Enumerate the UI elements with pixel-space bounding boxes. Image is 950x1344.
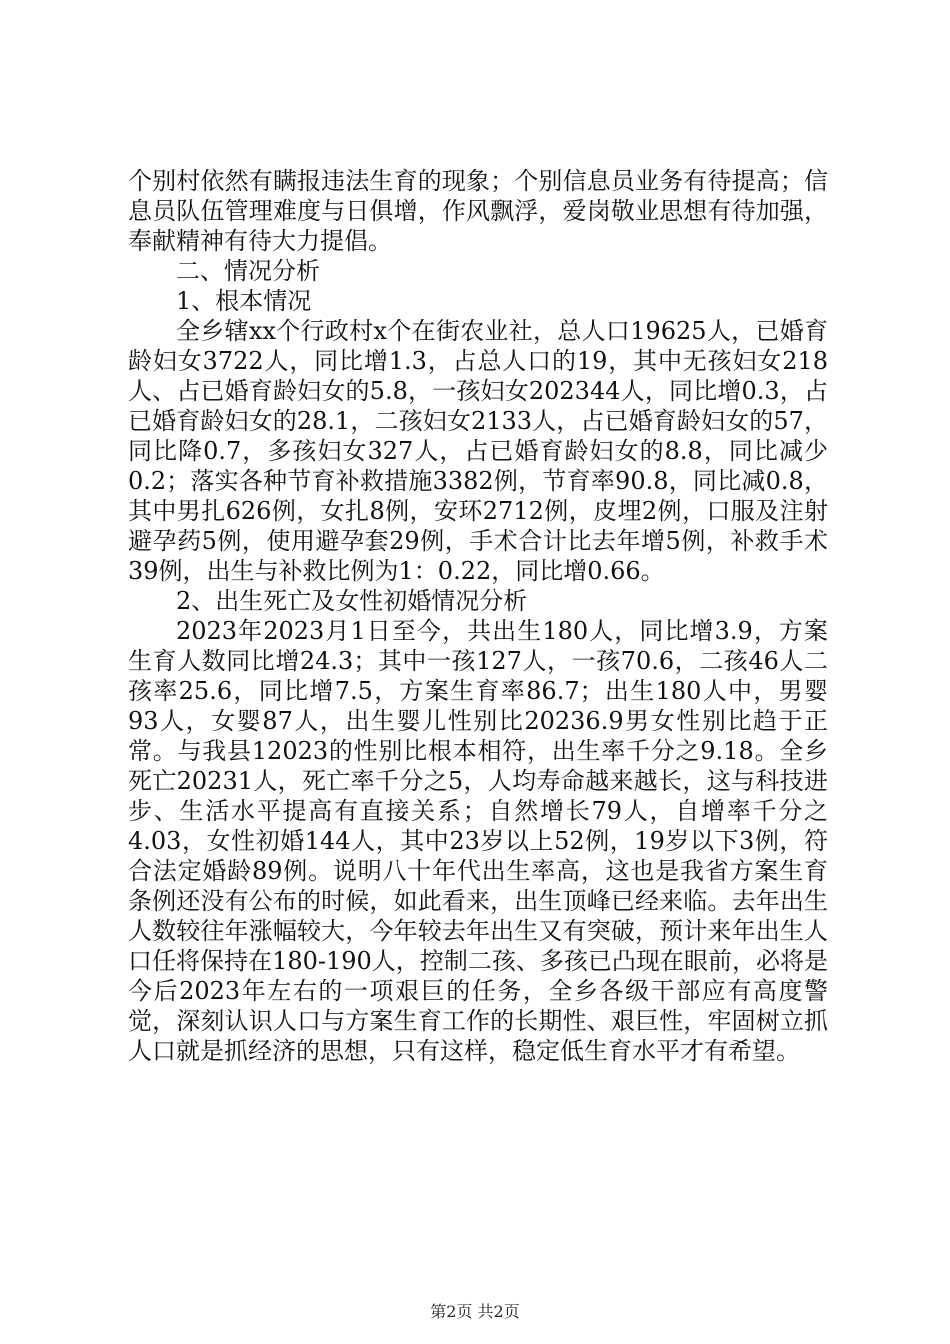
subsection-heading-basic: 1、根本情况	[176, 287, 312, 315]
subsection-heading-birth-death: 2、出生死亡及女性初婚情况分析	[176, 587, 528, 615]
page-number-footer: 第2页 共2页	[430, 1302, 520, 1321]
section-heading-analysis: 二、情况分析	[176, 257, 320, 285]
paragraph-birth-death-analysis: 2023年2023月1日至今，共出生180人，同比增3.9，方案生育人数同比增24.3；其中一孩127人，一孩70.6，二孩46人二孩率25.6，同比增7.5，方案生育率86.7；出生180人中，男婴93人，女婴87人，出生婴儿性别比20236.9男女性别比趋于正常。与我县12023的性别比根本相符，出生率千分之9.18。全乡死亡20231人，死亡率千分之5，人均寿命越来越长，这与科技进步、生活水平提高有直接关系；自然增长79人，自增率千分之4.03，女性初婚144人，其中23岁以上52例，19岁以下3例，符合法定婚龄89例。说明八十年代出生率高，这也是我省方案生育条例还没有公布的时候，如此看来，出生顶峰已经来临。去年出生人数较往年涨幅较大，今年较去年出生又有突破，预计来年出生人口任将保持在180-190人，控制二孩、多孩已凸现在眼前，必将是今后2023年左右的一项艰巨的任务，全乡各级干部应有高度警觉，深刻认识人口与方案生育工作的长期性、艰巨性，牢固树立抓人口就是抓经济的思想，只有这样，稳定低生育水平才有希望。	[128, 617, 828, 1065]
document-body	[128, 166, 828, 1066]
paragraph-basic-situation: 全乡辖xx个行政村x个在街农业社，总人口19625人，已婚育龄妇女3722人，同比增1.3，占总人口的19，其中无孩妇女218人、占已婚育龄妇女的5.8，一孩妇女202344人，同比增0.3，占已婚育龄妇女的28.1，二孩妇女2133人，占已婚育龄妇女的57，同比降0.7，多孩妇女327人，占已婚育龄妇女的8.8，同比减少0.2；落实各种节育补救措施3382例，节育率90.8，同比减0.8，其中男扎626例，女扎8例，安环2712例，皮埋2例，口服及注射避孕药5例，使用避孕套29例，手术合计比去年增5例，补救手术39例，出生与补救比例为1：0.22，同比增0.66。	[128, 317, 828, 585]
paragraph-continuation: 个别村依然有瞒报违法生育的现象；个别信息员业务有待提高；信息员队伍管理难度与日俱增，作风飘浮，爱岗敬业思想有待加强，奉献精神有待大力提倡。	[128, 167, 828, 255]
